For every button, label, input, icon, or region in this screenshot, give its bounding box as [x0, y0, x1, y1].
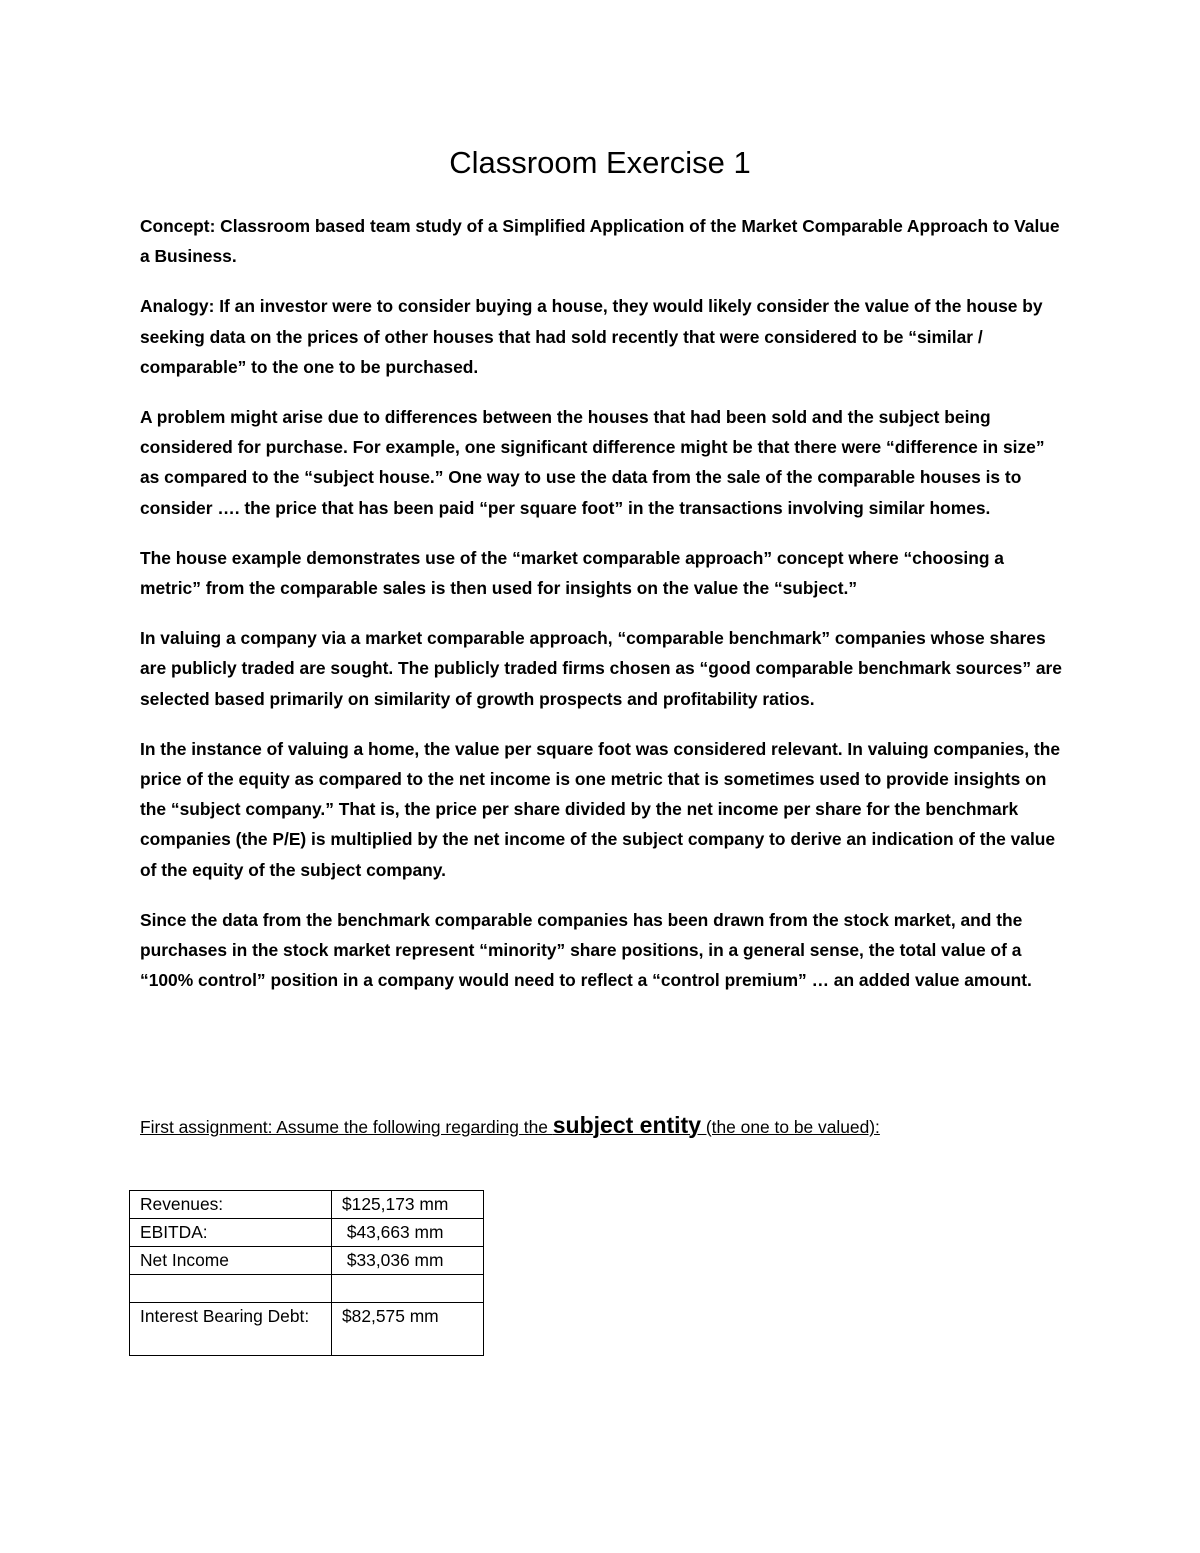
table-cell-label: Revenues: — [130, 1191, 332, 1219]
table-row — [130, 1303, 484, 1356]
table-cell-label: Interest Bearing Debt: — [130, 1303, 332, 1356]
table-cell-label — [130, 1275, 332, 1303]
paragraph-control-premium: Since the data from the benchmark comparable companies has been drawn from the stock market, and the purchases in the stock market represent “minority” share positions, in a general sense, the total value of a “100% control” position in a company would need to reflect a “control premium” … an added value amount. — [140, 909, 1032, 991]
assignment-prefix: First assignment: Assume the following regarding the — [140, 1117, 553, 1137]
table-row — [130, 1275, 484, 1303]
table-cell-value: $33,036 mm — [332, 1247, 484, 1275]
paragraph-valuing-metric: In the instance of valuing a home, the value per square foot was considered relevant. In valuing companies, the price of the equity as compared to the net income is one metric that is sometimes used to provide insights on the “subject company.” That is, the price per share divided by the net income per share for the benchmark companies (the P/E) is multiplied by the net income of the subject company to derive an indication of the value of the equity of the subject company. — [140, 738, 1060, 880]
paragraph-concept: Concept: Classroom based team study of a Simplified Application of the Market Comparable Approach to Value a Business. — [140, 216, 1060, 267]
table-row — [130, 1247, 484, 1275]
assignment-heading — [140, 1108, 1065, 1144]
table-cell-value: $82,575 mm — [332, 1303, 484, 1356]
paragraph-house-example: The house example demonstrates use of the “market comparable approach” concept where “choosing a metric” from the comparable sales is then used for insights on the value the “subject.” — [140, 547, 1004, 599]
document-title: Classroom Exercise 1 — [449, 145, 751, 180]
table-cell-label: Net Income — [130, 1247, 332, 1275]
paragraph-valuing-company: In valuing a company via a market comparable approach, “comparable benchmark” companies whose shares are publicly traded are sought. The publicly traded firms chosen as “good comparable benchmark sources” are selected based primarily on similarity of growth prospects and profitability ratios. — [140, 628, 1062, 709]
table-cell-label: EBITDA: — [130, 1219, 332, 1247]
table-row — [130, 1219, 484, 1247]
document-body — [140, 211, 1065, 1015]
paragraph-problem: A problem might arise due to differences between the houses that had been sold and the subject being considered for purchase. For example, one significant difference might be that there were “difference in size” as compared to the “subject house.” One way to use the data from the sale of the comparable houses is to consider …. the price that has been paid “per square foot” in the transactions involving similar homes. — [140, 407, 1045, 518]
assignment-suffix: (the one to be valued): — [701, 1117, 880, 1137]
subject-entity-table — [129, 1190, 484, 1356]
paragraph-analogy: Analogy: If an investor were to consider buying a house, they would likely consider the value of the house by seeking data on the prices of other houses that had sold recently that were considered to be “similar / comparable” to the one to be purchased. — [140, 296, 1043, 377]
assignment-emphasis: subject entity — [552, 1112, 702, 1138]
table-row — [130, 1191, 484, 1219]
table-cell-value: $43,663 mm — [332, 1219, 484, 1247]
table-cell-value — [332, 1275, 484, 1303]
table-cell-value: $125,173 mm — [332, 1191, 484, 1219]
